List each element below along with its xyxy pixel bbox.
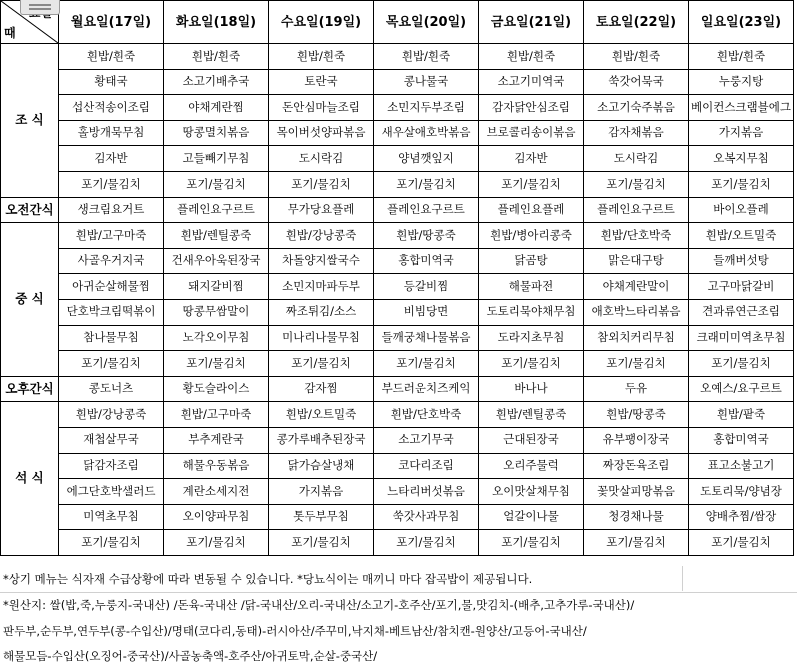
meal-time-label: 오전간식 xyxy=(1,197,59,223)
menu-cell: 견과류연근조림 xyxy=(689,299,794,325)
menu-row xyxy=(1,453,794,479)
menu-cell: 부추계란국 xyxy=(164,427,269,453)
menu-cell: 누룽지탕 xyxy=(689,69,794,95)
menu-cell: 차돌양지쌀국수 xyxy=(269,248,374,274)
corner-label-time: 때 xyxy=(4,27,16,39)
menu-cell: 참나물무침 xyxy=(59,325,164,351)
menu-cell: 흰밥/렌틸콩죽 xyxy=(164,223,269,249)
menu-cell: 포기/물김치 xyxy=(59,171,164,197)
menu-cell: 콩가루배추된장국 xyxy=(269,427,374,453)
meal-time-label: 조 식 xyxy=(1,44,59,198)
menu-cell: 생크림요거트 xyxy=(59,197,164,223)
menu-row xyxy=(1,351,794,377)
menu-cell: 표고소불고기 xyxy=(689,453,794,479)
day-header: 월요일(17일) xyxy=(59,1,164,44)
menu-cell: 야채계란말이 xyxy=(584,274,689,300)
menu-cell: 계란소세지전 xyxy=(164,479,269,505)
menu-cell: 베이컨스크램블에그 xyxy=(689,95,794,121)
menu-cell: 포기/물김치 xyxy=(164,530,269,556)
grid-divider xyxy=(682,566,683,591)
menu-cell: 포기/물김치 xyxy=(374,530,479,556)
menu-cell: 흰밥/팥죽 xyxy=(689,402,794,428)
menu-row xyxy=(1,120,794,146)
menu-cell: 포기/물김치 xyxy=(689,171,794,197)
menu-cell: 목이버섯양파볶음 xyxy=(269,120,374,146)
menu-cell: 소민지마파두부 xyxy=(269,274,374,300)
menu-cell: 미역초무침 xyxy=(59,504,164,530)
menu-cell: 무가당요플레 xyxy=(269,197,374,223)
menu-cell: 양배추찜/쌈장 xyxy=(689,504,794,530)
menu-row xyxy=(1,376,794,402)
menu-cell: 얼갈이나물 xyxy=(479,504,584,530)
menu-row xyxy=(1,299,794,325)
menu-cell: 포기/물김치 xyxy=(59,530,164,556)
menu-cell: 쑥갓사과무침 xyxy=(374,504,479,530)
notes-area xyxy=(0,566,797,669)
menu-cell: 포기/물김치 xyxy=(479,351,584,377)
menu-cell: 도토리묵/양념장 xyxy=(689,479,794,505)
menu-cell: 도토리묵야채무침 xyxy=(479,299,584,325)
menu-cell: 닭곰탕 xyxy=(479,248,584,274)
menu-cell: 김자반 xyxy=(59,146,164,172)
note-line: *원산지: 쌀(밥,죽,누룽지-국내산) /돈육-국내산 /닭-국내산/오리-국내산/소고기-호주산/포기,물,맛김치-(배추,고추가루-국내산)/ xyxy=(0,593,797,619)
menu-cell: 흰밥/흰죽 xyxy=(59,44,164,70)
menu-cell: 부드러운치즈케익 xyxy=(374,376,479,402)
menu-cell: 닭감자조림 xyxy=(59,453,164,479)
menu-cell: 플레인요구르트 xyxy=(584,197,689,223)
menu-row xyxy=(1,95,794,121)
menu-cell: 도라지초무침 xyxy=(479,325,584,351)
sheet-scroll-handle[interactable] xyxy=(20,0,60,15)
menu-cell: 야채계란찜 xyxy=(164,95,269,121)
menu-cell: 소고기배추국 xyxy=(164,69,269,95)
menu-cell: 오리주물럭 xyxy=(479,453,584,479)
menu-cell: 홍합미역국 xyxy=(374,248,479,274)
menu-row xyxy=(1,325,794,351)
menu-cell: 포기/물김치 xyxy=(689,351,794,377)
menu-cell: 오예스/요구르트 xyxy=(689,376,794,402)
menu-cell: 고들빼기무침 xyxy=(164,146,269,172)
menu-cell: 돼지갈비찜 xyxy=(164,274,269,300)
menu-row xyxy=(1,197,794,223)
menu-cell: 미나리나물무침 xyxy=(269,325,374,351)
menu-cell: 흰밥/강낭콩죽 xyxy=(269,223,374,249)
day-header: 일요일(23일) xyxy=(689,1,794,44)
menu-cell: 플레인요구르트 xyxy=(374,197,479,223)
menu-cell: 흰밥/흰죽 xyxy=(479,44,584,70)
menu-cell: 포기/물김치 xyxy=(164,171,269,197)
menu-cell: 땅콩멸치볶음 xyxy=(164,120,269,146)
menu-cell: 청경채나물 xyxy=(584,504,689,530)
day-header: 화요일(18일) xyxy=(164,1,269,44)
menu-cell: 흰밥/강낭콩죽 xyxy=(59,402,164,428)
menu-cell: 도시락김 xyxy=(269,146,374,172)
menu-cell: 짜장돈육조림 xyxy=(584,453,689,479)
menu-cell: 두유 xyxy=(584,376,689,402)
menu-cell: 흰밥/땅콩죽 xyxy=(584,402,689,428)
menu-cell: 건새우아욱된장국 xyxy=(164,248,269,274)
menu-row xyxy=(1,223,794,249)
menu-cell: 흰밥/고구마죽 xyxy=(59,223,164,249)
menu-cell: 콩도너츠 xyxy=(59,376,164,402)
header-row xyxy=(1,1,794,44)
menu-cell: 포기/물김치 xyxy=(479,530,584,556)
menu-row xyxy=(1,274,794,300)
menu-cell: 등갈비찜 xyxy=(374,274,479,300)
menu-cell: 포기/물김치 xyxy=(164,351,269,377)
menu-cell: 콩나물국 xyxy=(374,69,479,95)
menu-cell: 양념깻잎지 xyxy=(374,146,479,172)
menu-cell: 흰밥/흰죽 xyxy=(689,44,794,70)
menu-cell: 흰밥/오트밀죽 xyxy=(269,402,374,428)
menu-cell: 플레인요플레 xyxy=(479,197,584,223)
menu-cell: 비빔당면 xyxy=(374,299,479,325)
menu-cell: 감자채볶음 xyxy=(584,120,689,146)
menu-cell: 포기/물김치 xyxy=(584,351,689,377)
menu-row xyxy=(1,44,794,70)
menu-cell: 노각오이무침 xyxy=(164,325,269,351)
menu-cell: 고구마닭갈비 xyxy=(689,274,794,300)
day-header: 수요일(19일) xyxy=(269,1,374,44)
menu-cell: 감자닭안심조림 xyxy=(479,95,584,121)
menu-cell: 포기/물김치 xyxy=(584,530,689,556)
menu-cell: 흰밥/단호박죽 xyxy=(374,402,479,428)
menu-cell: 오복지무침 xyxy=(689,146,794,172)
menu-cell: 홍합미역국 xyxy=(689,427,794,453)
menu-cell: 아귀순살해물찜 xyxy=(59,274,164,300)
menu-cell: 흰밥/흰죽 xyxy=(164,44,269,70)
menu-cell: 돈안심마늘조림 xyxy=(269,95,374,121)
menu-cell: 흰밥/단호박죽 xyxy=(584,223,689,249)
menu-cell: 포기/물김치 xyxy=(584,171,689,197)
menu-cell: 소민지두부조림 xyxy=(374,95,479,121)
menu-cell: 사골우거지국 xyxy=(59,248,164,274)
menu-cell: 브로콜리송이볶음 xyxy=(479,120,584,146)
menu-cell: 크래미미역초무침 xyxy=(689,325,794,351)
menu-cell: 포기/물김치 xyxy=(269,171,374,197)
meal-time-label: 오후간식 xyxy=(1,376,59,402)
day-header: 토요일(22일) xyxy=(584,1,689,44)
menu-cell: 섭산적송이조림 xyxy=(59,95,164,121)
menu-cell: 땅콩무쌈말이 xyxy=(164,299,269,325)
menu-row xyxy=(1,504,794,530)
menu-cell: 들깨버섯탕 xyxy=(689,248,794,274)
note-line: *상기 메뉴는 식자재 수급상황에 따라 변동될 수 있습니다. *당뇨식이는 매끼니 마다 잡곡밥이 제공됩니다. xyxy=(0,566,797,593)
menu-row xyxy=(1,530,794,556)
menu-cell: 흰밥/병아리콩죽 xyxy=(479,223,584,249)
menu-cell: 플레인요구르트 xyxy=(164,197,269,223)
menu-cell: 토란국 xyxy=(269,69,374,95)
menu-row xyxy=(1,479,794,505)
note-line: 판두부,순두부,연두부(콩-수입산)/명태(코다리,동태)-러시아산/주꾸미,낙지채-베트남산/참치캔-원양산/고등어-국내산/ xyxy=(0,618,797,644)
menu-cell: 소고기미역국 xyxy=(479,69,584,95)
menu-cell: 포기/물김치 xyxy=(689,530,794,556)
menu-cell: 포기/물김치 xyxy=(374,171,479,197)
menu-cell: 흰밥/땅콩죽 xyxy=(374,223,479,249)
menu-cell: 근대된장국 xyxy=(479,427,584,453)
menu-cell: 흰밥/흰죽 xyxy=(269,44,374,70)
menu-row xyxy=(1,171,794,197)
menu-cell: 바이오플레 xyxy=(689,197,794,223)
menu-row xyxy=(1,402,794,428)
menu-cell: 흰밥/고구마죽 xyxy=(164,402,269,428)
menu-cell: 소고기무국 xyxy=(374,427,479,453)
menu-cell: 오이양파무침 xyxy=(164,504,269,530)
menu-cell: 재첩살무국 xyxy=(59,427,164,453)
menu-cell: 닭가슴살냉채 xyxy=(269,453,374,479)
menu-cell: 포기/물김치 xyxy=(269,351,374,377)
menu-cell: 포기/물김치 xyxy=(479,171,584,197)
menu-cell: 유부팽이장국 xyxy=(584,427,689,453)
menu-row xyxy=(1,69,794,95)
menu-cell: 포기/물김치 xyxy=(59,351,164,377)
menu-cell: 포기/물김치 xyxy=(269,530,374,556)
menu-cell: 홀방개묵무침 xyxy=(59,120,164,146)
menu-cell: 새우살애호박볶음 xyxy=(374,120,479,146)
day-header: 목요일(20일) xyxy=(374,1,479,44)
menu-cell: 포기/물김치 xyxy=(374,351,479,377)
meal-time-label: 중 식 xyxy=(1,223,59,377)
menu-cell: 가지볶음 xyxy=(689,120,794,146)
menu-cell: 도시락김 xyxy=(584,146,689,172)
menu-cell: 참외치커리무침 xyxy=(584,325,689,351)
menu-cell: 흰밥/렌틸콩죽 xyxy=(479,402,584,428)
menu-cell: 맑은대구탕 xyxy=(584,248,689,274)
menu-row xyxy=(1,427,794,453)
day-header: 금요일(21일) xyxy=(479,1,584,44)
menu-cell: 해물파전 xyxy=(479,274,584,300)
menu-cell: 애호박느타리볶음 xyxy=(584,299,689,325)
menu-cell: 코다리조림 xyxy=(374,453,479,479)
menu-cell: 짜조튀김/소스 xyxy=(269,299,374,325)
note-line: 해물모듬-수입산(오징어-중국산)/사골농축액-호주산/아귀토막,순살-중국산/ xyxy=(0,644,797,669)
menu-cell: 감자찜 xyxy=(269,376,374,402)
menu-cell: 흰밥/흰죽 xyxy=(374,44,479,70)
menu-cell: 황도슬라이스 xyxy=(164,376,269,402)
menu-cell: 단호박크림떡볶이 xyxy=(59,299,164,325)
menu-cell: 쑥갓어묵국 xyxy=(584,69,689,95)
menu-cell: 톳두부무침 xyxy=(269,504,374,530)
menu-cell: 꽃맛살피망볶음 xyxy=(584,479,689,505)
menu-cell: 가지볶음 xyxy=(269,479,374,505)
menu-cell: 들깨궁채나물볶음 xyxy=(374,325,479,351)
menu-cell: 김자반 xyxy=(479,146,584,172)
menu-cell: 흰밥/오트밀죽 xyxy=(689,223,794,249)
menu-cell: 오이맛살채무침 xyxy=(479,479,584,505)
menu-cell: 에그단호박샐러드 xyxy=(59,479,164,505)
menu-row xyxy=(1,146,794,172)
menu-row xyxy=(1,248,794,274)
meal-time-label: 석 식 xyxy=(1,402,59,556)
menu-cell: 흰밥/흰죽 xyxy=(584,44,689,70)
menu-cell: 느타리버섯볶음 xyxy=(374,479,479,505)
menu-cell: 바나나 xyxy=(479,376,584,402)
menu-cell: 황태국 xyxy=(59,69,164,95)
menu-cell: 소고기숙주볶음 xyxy=(584,95,689,121)
menu-cell: 해물우동볶음 xyxy=(164,453,269,479)
